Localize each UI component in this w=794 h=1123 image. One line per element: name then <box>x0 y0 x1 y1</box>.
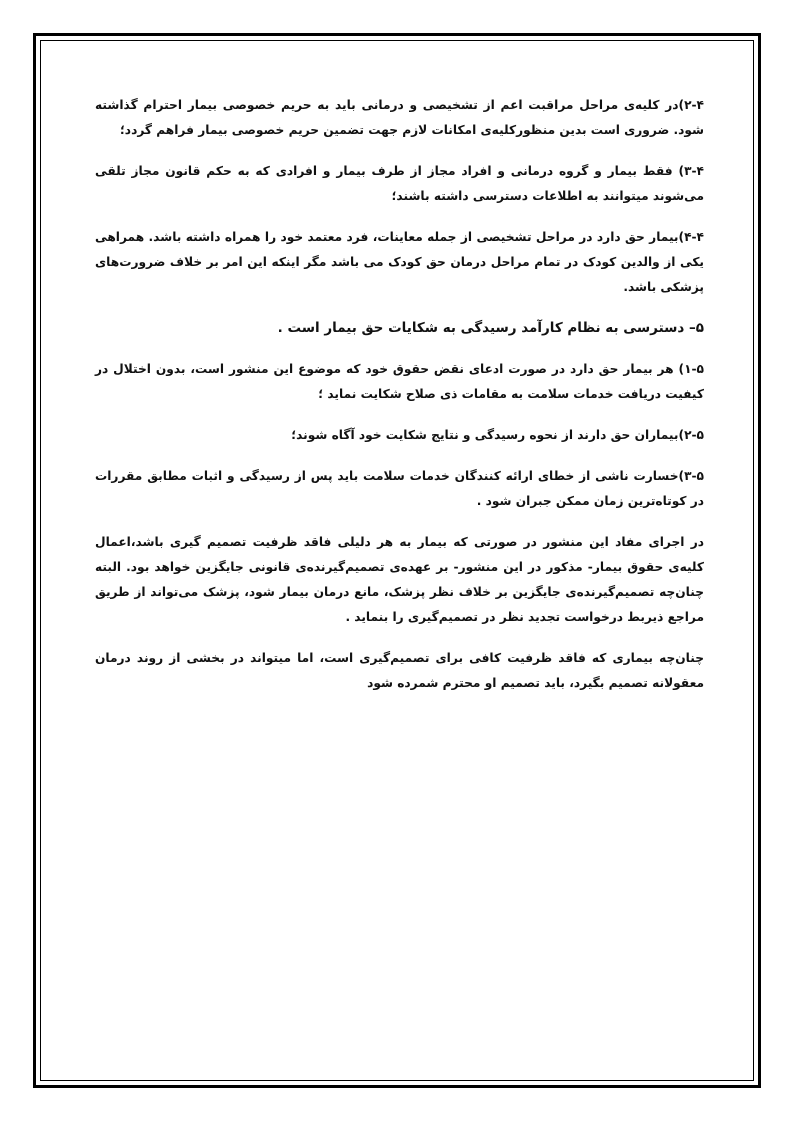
section-heading: ۵– دسترسی به نظام کارآمد رسیدگی به شکایات حق بیمار است . <box>277 320 704 336</box>
paragraph-5-3: ۳-۵)خسارت ناشی از خطای ارائه کنندگان خدمات سلامت باید پس از رسیدگی و اثبات مطابق مقررات در کوتاه‌ترین زمان ممکن جبران شود . <box>95 469 704 508</box>
paragraph-4-2: ۲-۴)در کلیه‌ی مراحل مراقبت اعم از تشخیصی و درمانی باید به حریم خصوصی بیمار احترام گذاشته شود. ضروری است بدین منظورکلیه‌ی امکانات لازم جهت تضمین حریم خصوصی بیمار فراهم گردد؛ <box>95 98 704 137</box>
paragraph-4-3: ۳-۴) فقط بیمار و گروه درمانی و افراد مجاز از طرف بیمار و افرادی که به حکم قانون مجاز تلقی می‌شوند میتوانند به اطلاعات دسترسی داشته باشند؛ <box>95 164 704 203</box>
paragraph-4-4: ۴-۴)بیمار حق دارد در مراحل تشخیصی از جمله معاینات، فرد معتمد خود را همراه داشته باشد. همراهی یکی از والدین کودک در تمام مراحل درمان حق کودک می باشد مگر اینکه این امر بر خلاف ضرورت‌های پزشکی باشد. <box>95 230 704 294</box>
paragraph-partial-capacity: چنان‌چه بیماری که فاقد ظرفیت کافی برای تصمیم‌گیری است، اما میتواند در بخشی از روند درمان معقولانه تصمیم بگیرد، باید تصمیم او محترم شمرده شود <box>95 651 704 690</box>
paragraph-5-2: ۲-۵)بیماران حق دارند از نحوه رسیدگی و نتایج شکایت خود آگاه شوند؛ <box>291 428 704 442</box>
paragraph-5-1: ۱-۵) هر بیمار حق دارد در صورت ادعای نقض حقوق خود که موضوع این منشور است، بدون اختلال در کیفیت دریافت خدمات سلامت به مقامات ذی صلاح شکایت نماید ؛ <box>95 362 704 401</box>
document-body <box>95 93 704 712</box>
paragraph-substitute-decision: در اجرای مفاد این منشور در صورتی که بیمار به هر دلیلی فاقد ظرفیت تصمیم گیری باشد،اعمال کلیه‌ی حقوق بیمار- مذکور در این منشور- بر عهده‌ی تصمیم‌گیرنده‌ی قانونی جایگزین خواهد بود. البته چنان‌چه تصمیم‌گیرنده‌ی جایگزین بر خلاف نظر پزشک، مانع درمان بیمار شود، پزشک می‌تواند از طریق مراجع ذیربط درخواست تجدید نظر در تصمیم‌گیری را بنماید . <box>95 535 704 624</box>
